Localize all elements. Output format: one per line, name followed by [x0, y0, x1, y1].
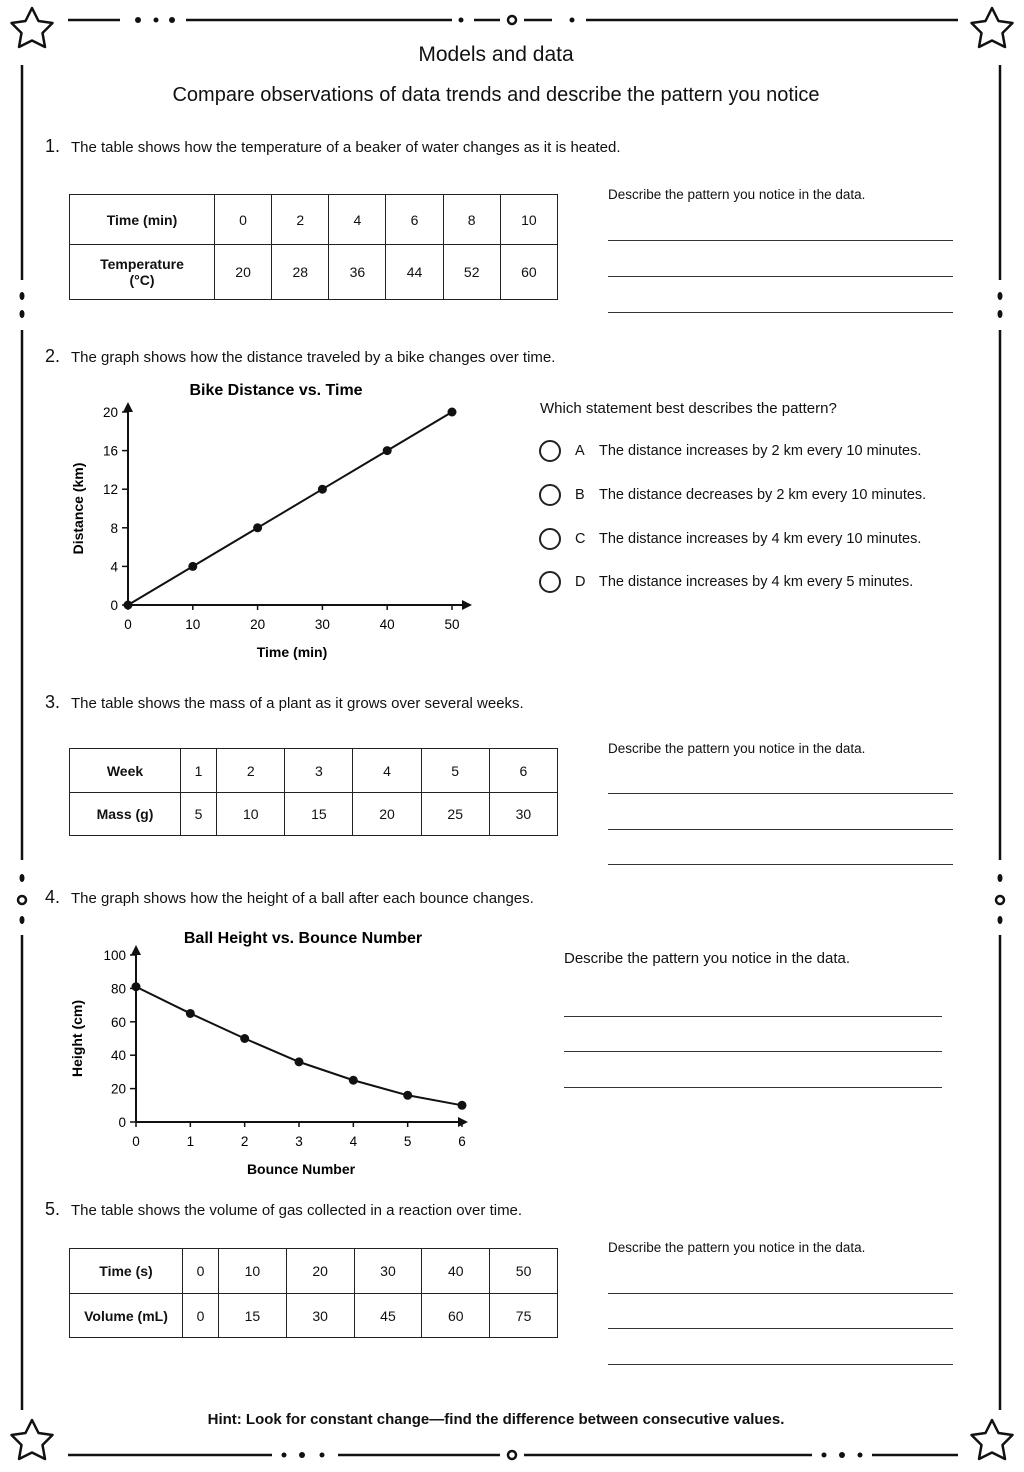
option-letter: D: [575, 574, 586, 590]
page-title: Models and data: [418, 43, 574, 66]
answer-line[interactable]: [564, 1051, 942, 1052]
table-cell: 6: [489, 749, 557, 793]
table-cell: 44: [386, 245, 443, 300]
option-letter: A: [575, 443, 585, 459]
table-cell: 10: [217, 793, 285, 836]
table-cell: 5: [421, 749, 489, 793]
table-cell: 20: [215, 245, 272, 300]
option-letter: C: [575, 531, 586, 547]
table-cell: 5: [181, 793, 217, 836]
x-tick-label: 50: [444, 617, 460, 632]
table-cell: 4: [329, 195, 386, 245]
answer-line[interactable]: [608, 240, 953, 241]
x-tick-label: 0: [124, 617, 132, 632]
option-d[interactable]: [539, 571, 913, 593]
y-tick-label: 40: [110, 1048, 126, 1064]
y-tick-label: 0: [110, 598, 118, 613]
table-cell: 8: [443, 195, 500, 245]
data-point: [403, 1091, 412, 1100]
y-tick-label: 0: [118, 1115, 126, 1130]
table-header-cell: Volume (mL): [70, 1294, 183, 1338]
question-5: [45, 1199, 522, 1220]
multiple-choice-prompt: Which statement best describes the pattern?: [540, 400, 837, 417]
table-cell: 20: [286, 1249, 354, 1294]
series-line: [136, 987, 462, 1106]
data-point: [349, 1076, 358, 1085]
table-cell: 2: [217, 749, 285, 793]
x-tick-label: 20: [250, 617, 266, 632]
y-tick-label: 16: [102, 443, 118, 459]
table-cell: 50: [490, 1249, 558, 1294]
x-tick-label: 10: [185, 617, 201, 632]
question-number: 1.: [45, 136, 61, 156]
x-axis-label: Time (min): [256, 644, 328, 660]
y-tick-label: 60: [110, 1014, 126, 1030]
table-cell: 10: [500, 195, 557, 245]
header-line: (°C): [129, 272, 155, 288]
table-cell: 0: [215, 195, 272, 245]
option-text: The distance increases by 2 km every 10 minutes.: [599, 443, 922, 459]
data-point: [240, 1034, 249, 1043]
x-axis-arrow: [458, 1117, 468, 1127]
table-cell: 0: [183, 1249, 219, 1294]
table-cell: 25: [421, 793, 489, 836]
x-tick-label: 1: [186, 1134, 195, 1149]
option-a[interactable]: [539, 440, 921, 462]
answer-line[interactable]: [564, 1087, 942, 1088]
table-cell: 15: [218, 1294, 286, 1338]
y-tick-label: 12: [102, 482, 118, 498]
star-icon: [972, 8, 1013, 47]
answer-line[interactable]: [608, 1328, 953, 1329]
table-header-cell: Week: [70, 749, 181, 793]
answer-line[interactable]: [608, 793, 953, 794]
data-point: [186, 1009, 195, 1018]
option-b[interactable]: [539, 484, 926, 506]
radio-circle-icon[interactable]: [539, 528, 561, 550]
answer-line[interactable]: [564, 1016, 942, 1017]
x-tick-label: 2: [240, 1134, 249, 1149]
table-cell: 2: [272, 195, 329, 245]
hint-text: Hint: Look for constant change—find the difference between consecutive values.: [207, 1411, 785, 1428]
table-cell: 75: [490, 1294, 558, 1338]
x-tick-label: 4: [349, 1134, 358, 1149]
x-tick-label: 30: [314, 617, 330, 632]
x-axis-label: Bounce Number: [246, 1161, 356, 1177]
table-cell: 60: [422, 1294, 490, 1338]
answer-line[interactable]: [608, 1293, 953, 1294]
table-cell: 30: [489, 793, 557, 836]
header-line: Temperature: [100, 256, 184, 272]
answer-line[interactable]: [608, 864, 953, 865]
table-cell: 20: [353, 793, 421, 836]
gas-volume-table: [69, 1248, 558, 1338]
x-tick-label: 40: [379, 617, 395, 632]
radio-circle-icon[interactable]: [539, 484, 561, 506]
x-tick-label: 3: [295, 1134, 303, 1149]
table-cell: 30: [354, 1249, 422, 1294]
table-cell: 60: [500, 245, 557, 300]
y-axis-arrow: [131, 945, 141, 955]
table-cell: 28: [272, 245, 329, 300]
ball-height-chart: [0, 0, 520, 1190]
y-tick-label: 80: [110, 981, 126, 997]
table-cell: 45: [354, 1294, 422, 1338]
page-subtitle: Compare observations of data trends and describe the pattern you notice: [172, 84, 820, 106]
table-cell: 36: [329, 245, 386, 300]
describe-prompt: Describe the pattern you notice in the data.: [608, 1240, 866, 1255]
table-header-cell: Time (min): [70, 195, 215, 245]
table-row: [70, 1294, 558, 1338]
option-c[interactable]: [539, 528, 921, 550]
table-cell: 15: [285, 793, 353, 836]
answer-line[interactable]: [608, 829, 953, 830]
data-point: [295, 1057, 304, 1066]
y-axis-label: Distance (km): [70, 462, 86, 555]
question-text: The graph shows how the distance traveled by a bike changes over time.: [71, 349, 556, 366]
option-text: The distance increases by 4 km every 10 minutes.: [599, 531, 922, 547]
answer-line[interactable]: [608, 276, 953, 277]
table-cell: 52: [443, 245, 500, 300]
y-tick-label: 20: [102, 405, 118, 420]
question-number: 3.: [45, 692, 61, 712]
y-tick-label: 20: [110, 1081, 126, 1097]
table-cell: 30: [286, 1294, 354, 1338]
chart-title: Bike Distance vs. Time: [189, 382, 363, 399]
table-cell: 3: [285, 749, 353, 793]
describe-prompt: Describe the pattern you notice in the data.: [564, 950, 851, 967]
y-tick-label: 8: [110, 520, 118, 536]
option-text: The distance decreases by 2 km every 10 minutes.: [599, 487, 927, 503]
y-axis-label: Height (cm): [69, 1000, 85, 1077]
question-text: The table shows the mass of a plant as it grows over several weeks.: [71, 695, 524, 712]
option-text: The distance increases by 4 km every 5 minutes.: [599, 574, 914, 590]
table-cell: 4: [353, 749, 421, 793]
y-tick-label: 100: [103, 948, 126, 963]
data-point: [132, 982, 141, 991]
radio-circle-icon[interactable]: [539, 440, 561, 462]
chart-title: Ball Height vs. Bounce Number: [183, 930, 423, 947]
table-header-cell: Time (s): [70, 1249, 183, 1294]
table-header-cell: Mass (g): [70, 793, 181, 836]
table-cell: 1: [181, 749, 217, 793]
question-number: 2.: [45, 346, 61, 366]
y-tick-label: 4: [110, 559, 118, 575]
question-text: The table shows the volume of gas collected in a reaction over time.: [71, 1202, 523, 1219]
x-tick-label: 5: [403, 1134, 412, 1149]
option-letter: B: [575, 487, 585, 503]
table-row: [70, 1249, 558, 1294]
question-number: 5.: [45, 1199, 61, 1219]
describe-prompt: Describe the pattern you notice in the data.: [608, 187, 866, 202]
table-cell: 10: [218, 1249, 286, 1294]
radio-circle-icon[interactable]: [539, 571, 561, 593]
table-cell: 40: [422, 1249, 490, 1294]
answer-line[interactable]: [608, 312, 953, 313]
question-text: The graph shows how the height of a ball after each bounce changes.: [71, 890, 534, 907]
question-number: 4.: [45, 887, 61, 907]
table-cell: 0: [183, 1294, 219, 1338]
x-tick-label: 6: [458, 1134, 466, 1149]
table-cell: 6: [386, 195, 443, 245]
question-text: The table shows how the temperature of a beaker of water changes as it is heated.: [71, 139, 621, 156]
describe-prompt: Describe the pattern you notice in the data.: [608, 741, 866, 756]
data-point: [458, 1101, 467, 1110]
answer-line[interactable]: [608, 1364, 953, 1365]
x-tick-label: 0: [132, 1134, 140, 1149]
